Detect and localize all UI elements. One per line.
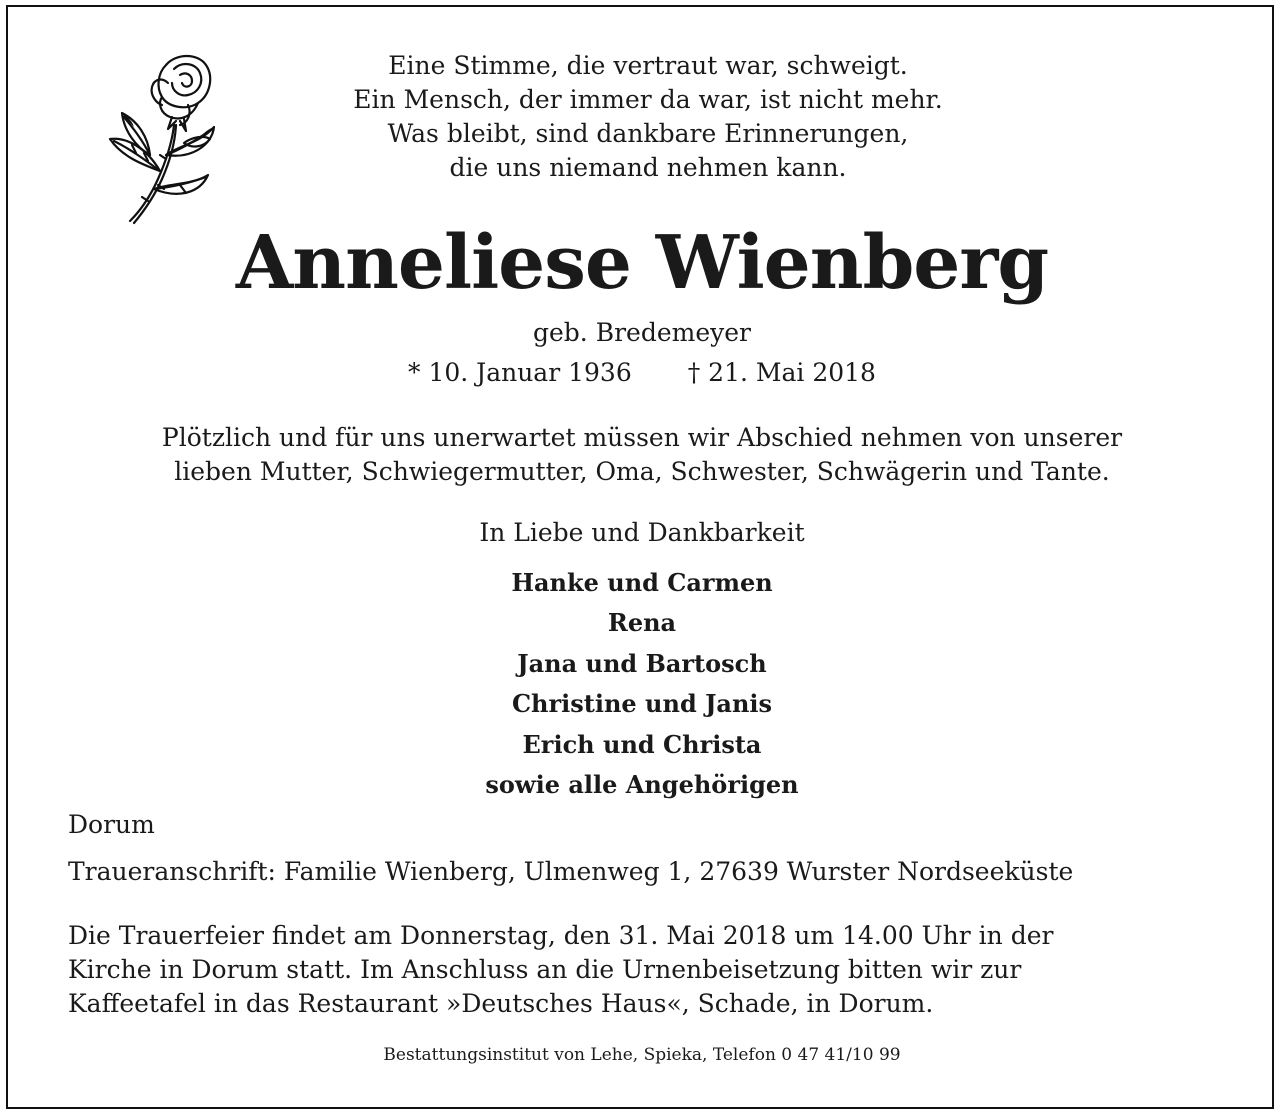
funeral-home-footer: Bestattungsinstitut von Lehe, Spieka, Telefon 0 47 41/10 99 bbox=[383, 1045, 901, 1065]
poem-line: Eine Stimme, die vertraut war, schweigt. bbox=[388, 51, 908, 80]
poem-line: Was bleibt, sind dankbare Erinnerungen, bbox=[387, 119, 909, 148]
message-line: Plötzlich und für uns unerwartet müssen wir Abschied nehmen von unserer bbox=[161, 423, 1123, 452]
poem-line: Ein Mensch, der immer da war, ist nicht mehr. bbox=[353, 85, 943, 114]
poem bbox=[208, 49, 1088, 185]
deceased-name: Anneliese Wienberg bbox=[235, 220, 1049, 306]
death-date: † 21. Mai 2018 bbox=[687, 358, 876, 387]
ceremony-line: Kaffeetafel in das Restaurant »Deutsches Haus«, Schade, in Dorum. bbox=[68, 989, 934, 1018]
mourners-list bbox=[8, 563, 1276, 805]
ceremony-info bbox=[68, 919, 1218, 1021]
place: Dorum bbox=[68, 810, 155, 839]
poem-line: die uns niemand nehmen kann. bbox=[449, 153, 847, 182]
mourner: Jana und Bartosch bbox=[517, 648, 767, 678]
mourner: Rena bbox=[607, 608, 677, 638]
mourning-address: Traueranschrift: Familie Wienberg, Ulmenweg 1, 27639 Wurster Nordseeküste bbox=[68, 857, 1074, 886]
mourner: sowie alle Angehörigen bbox=[485, 770, 799, 800]
mourner: Christine und Janis bbox=[511, 689, 773, 719]
life-dates bbox=[8, 356, 1276, 390]
ceremony-line: Die Trauerfeier findet am Donnerstag, den 31. Mai 2018 um 14.00 Uhr in der bbox=[68, 921, 1054, 950]
obituary-notice bbox=[6, 5, 1274, 1109]
birth-name: geb. Bredemeyer bbox=[533, 318, 751, 347]
farewell-message bbox=[48, 421, 1236, 489]
love-line: In Liebe und Dankbarkeit bbox=[479, 518, 805, 547]
ceremony-line: Kirche in Dorum statt. Im Anschluss an die Urnenbeisetzung bitten wir zur bbox=[68, 955, 1022, 984]
mourner: Erich und Christa bbox=[522, 729, 762, 759]
birth-date: * 10. Januar 1936 bbox=[408, 358, 632, 387]
mourner: Hanke und Carmen bbox=[511, 568, 773, 597]
message-line: lieben Mutter, Schwiegermutter, Oma, Schwester, Schwägerin und Tante. bbox=[174, 457, 1110, 486]
